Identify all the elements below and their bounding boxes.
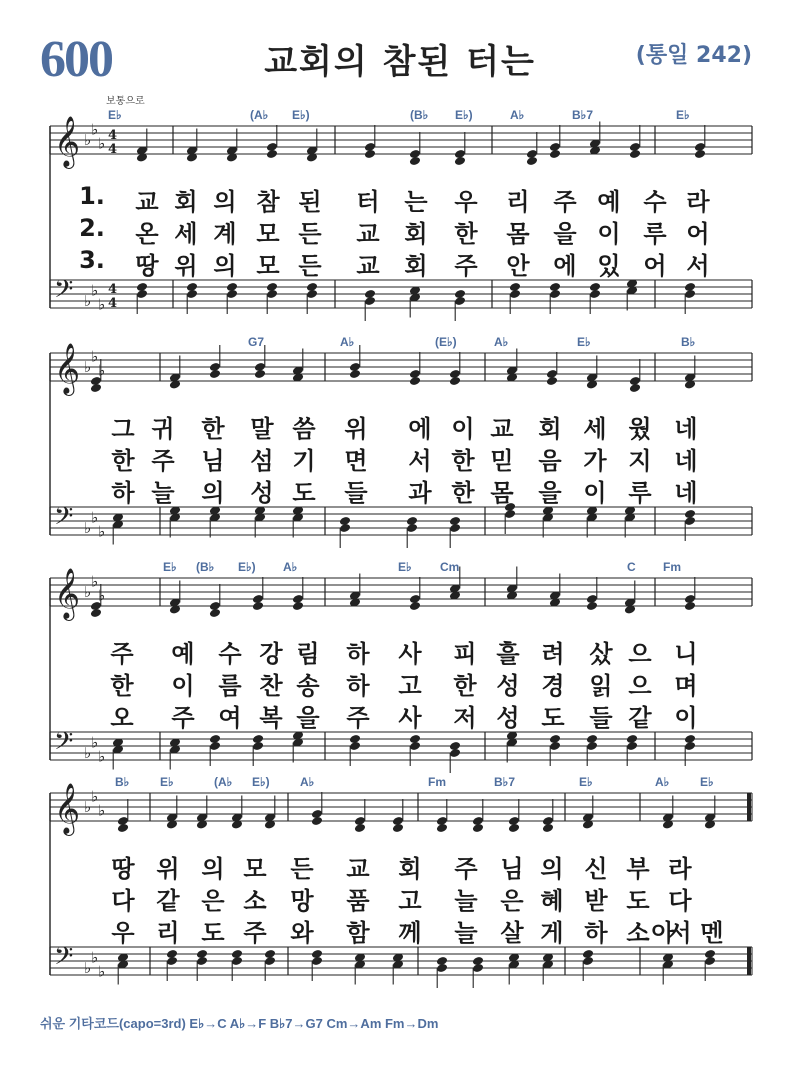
lyric-syllable: 온 [135, 220, 159, 248]
bass-staff [50, 727, 752, 773]
time-signature: 4 [108, 128, 118, 143]
note-head [542, 823, 554, 833]
lyric-syllable: 함 [346, 919, 370, 947]
lyric-syllable: 예 [597, 188, 621, 216]
lyric-syllable: 며 [674, 672, 698, 700]
flat-icon: ♭ [91, 347, 99, 366]
lyric-syllable: 어 [643, 252, 667, 280]
lyric-syllable: 주 [171, 704, 195, 732]
lyric-syllable: 늘 [454, 919, 478, 947]
chord-symbol: E♭) [238, 560, 256, 574]
lyric-syllable: 저 [453, 704, 477, 732]
lyric-syllable: 우 [111, 919, 135, 947]
chord-symbol: E♭) [252, 775, 270, 789]
lyric-syllable: 하 [111, 479, 135, 507]
lyric-line-2 [0, 666, 800, 700]
lyric-syllable: 찬 [259, 672, 283, 700]
lyric-syllable: 같 [156, 887, 180, 915]
lyric-syllable: 성 [250, 479, 274, 507]
lyric-syllable: 루 [643, 220, 667, 248]
flat-icon: ♭ [84, 583, 92, 601]
note-head [409, 601, 421, 611]
lyric-syllable: 교 [135, 188, 159, 216]
lyric-syllable: 회 [538, 415, 562, 443]
note-head [364, 149, 376, 159]
flat-icon: ♭ [84, 744, 92, 762]
lyric-syllable: 서 [408, 447, 432, 475]
lyric-syllable: 안 [506, 252, 530, 280]
lyric-syllable: 한 [451, 479, 475, 507]
lyric-syllable: 지 [628, 447, 652, 475]
flat-icon: ♭ [98, 801, 106, 820]
chord-symbol: E♭ [577, 335, 591, 349]
chord-symbol: B♭7 [494, 775, 515, 789]
note-head [354, 823, 366, 833]
lyric-syllable: 리 [506, 188, 530, 216]
chord-symbol: (E♭) [435, 335, 457, 349]
note-head [586, 601, 598, 611]
lyric-syllable: 부 [626, 855, 650, 883]
lyric-syllable: 주 [346, 704, 370, 732]
lyric-syllable: 사 [398, 640, 422, 668]
lyric-syllable: 으 [628, 672, 652, 700]
hymn-title: 교회의 참된 터는 [264, 42, 536, 82]
lyric-syllable: 1. [79, 182, 105, 210]
note-head [409, 156, 421, 166]
lyric-syllable: 니 [674, 640, 698, 668]
bass-clef-icon: 𝄢 [54, 942, 74, 977]
tongil-number: (통일 242) [635, 43, 752, 68]
lyric-syllable: 몸 [506, 220, 530, 248]
lyric-syllable: 고 [398, 887, 422, 915]
bass-staff [50, 502, 752, 548]
lyric-syllable: 도 [626, 887, 650, 915]
lyric-syllable: 소 [243, 887, 267, 915]
lyric-syllable: 을 [538, 479, 562, 507]
chord-symbol: E♭ [163, 560, 177, 574]
lyric-syllable: 늘 [454, 887, 478, 915]
lyric-line-1 [0, 182, 800, 216]
lyric-syllable: 성 [496, 672, 520, 700]
music-system [0, 775, 800, 990]
treble-clef-icon: 𝄞 [54, 116, 81, 167]
note-head [292, 601, 304, 611]
flat-icon: ♭ [84, 959, 92, 977]
chord-symbol: (A♭ [214, 775, 233, 789]
lyric-syllable: 오 [110, 704, 134, 732]
chord-symbol: A♭ [494, 335, 509, 349]
lyric-syllable: 도 [201, 919, 225, 947]
chord-symbol: C [627, 560, 636, 574]
lyric-syllable: 위 [156, 855, 180, 883]
lyric-syllable: 한 [451, 447, 475, 475]
note-head [629, 383, 641, 393]
chord-symbol: (B♭ [410, 108, 429, 122]
lyric-syllable: 계 [213, 220, 237, 248]
lyric-syllable: 받 [584, 887, 608, 915]
flat-icon: ♭ [98, 586, 106, 605]
lyric-syllable: 있 [597, 252, 621, 280]
lyric-syllable: 다 [111, 887, 135, 915]
lyric-syllable: 하 [584, 919, 608, 947]
lyric-line-3 [0, 698, 800, 732]
chord-symbol: G7 [248, 335, 265, 349]
lyric-syllable: 리 [156, 919, 180, 947]
note-head [90, 383, 102, 393]
lyric-syllable: 기 [292, 447, 316, 475]
lyric-syllable: 네 [674, 479, 698, 507]
lyric-syllable: 게 [540, 919, 564, 947]
lyric-syllable: 든 [298, 252, 322, 280]
lyric-syllable: 림 [296, 640, 320, 668]
bass-clef-icon: 𝄢 [54, 727, 74, 762]
lyric-syllable: 와 [290, 919, 314, 947]
lyric-syllable: 는 [404, 188, 428, 216]
chord-symbol: Fm [428, 775, 446, 789]
chord-symbol: A♭ [340, 335, 355, 349]
chord-symbol: E♭ [160, 775, 174, 789]
lyric-syllable: 음 [538, 447, 562, 475]
lyric-syllable: 주 [454, 855, 478, 883]
note-head [266, 149, 278, 159]
lyric-syllable: 흘 [496, 640, 520, 668]
lyric-syllable: 이 [451, 415, 475, 443]
lyric-syllable: 도 [541, 704, 565, 732]
flat-icon: ♭ [91, 787, 99, 806]
chord-symbol: B♭ [681, 335, 696, 349]
flat-icon: ♭ [98, 747, 106, 766]
lyric-syllable: 씀 [292, 415, 316, 443]
lyric-syllable: 말 [250, 415, 274, 443]
flat-icon: ♭ [98, 361, 106, 380]
lyric-syllable: 섬 [250, 447, 274, 475]
chord-symbol: A♭ [283, 560, 298, 574]
flat-icon: ♭ [91, 948, 99, 967]
flat-icon: ♭ [84, 798, 92, 816]
lyric-syllable: 살 [500, 919, 524, 947]
chord-symbol: A♭ [300, 775, 315, 789]
lyric-syllable: 고 [398, 672, 422, 700]
lyric-syllable: 의 [213, 188, 237, 216]
lyric-syllable: 참 [256, 188, 280, 216]
lyric-syllable: 이 [171, 672, 195, 700]
chord-symbol: A♭ [655, 775, 670, 789]
lyric-syllable: 하 [346, 640, 370, 668]
treble-staff [50, 116, 752, 169]
note-head [526, 156, 538, 166]
lyric-syllable: 주 [454, 252, 478, 280]
lyric-syllable: 강 [259, 640, 283, 668]
note-head [508, 823, 520, 833]
lyric-syllable: 가 [583, 447, 607, 475]
lyric-syllable: 소 [626, 919, 650, 947]
note-head [436, 823, 448, 833]
lyric-syllable: 샀 [589, 640, 613, 668]
lyric-syllable: 으 [628, 640, 652, 668]
lyric-syllable: 의 [201, 479, 225, 507]
flat-icon: ♭ [84, 358, 92, 376]
lyric-syllable: 을 [553, 220, 577, 248]
treble-clef-icon: 𝄞 [54, 343, 81, 394]
note-head [409, 376, 421, 386]
time-signature: 4 [108, 142, 118, 157]
lyric-syllable: 회 [404, 220, 428, 248]
lyric-syllable: 도 [292, 479, 316, 507]
lyric-syllable: 라 [686, 188, 710, 216]
flat-icon: ♭ [91, 281, 99, 300]
lyric-syllable: 터 [356, 188, 380, 216]
lyric-syllable: 복 [259, 704, 283, 732]
bass-staff [50, 942, 752, 988]
chord-symbol: E♭ [108, 108, 122, 122]
note-head [252, 601, 264, 611]
lyric-syllable: 같 [628, 704, 652, 732]
lyric-syllable: 한 [110, 672, 134, 700]
lyric-syllable: 모 [256, 252, 280, 280]
lyric-syllable: 세 [174, 220, 198, 248]
chord-symbol: Fm [663, 560, 681, 574]
lyric-syllable: 멘 [700, 919, 724, 947]
lyric-line-2 [0, 214, 800, 248]
lyric-syllable: 든 [290, 855, 314, 883]
lyric-syllable: 회 [404, 252, 428, 280]
note-head [694, 149, 706, 159]
lyric-syllable: 품 [346, 887, 370, 915]
lyric-syllable: 교 [346, 855, 370, 883]
note-head [629, 149, 641, 159]
lyric-syllable: 네 [674, 447, 698, 475]
music-system [0, 335, 800, 550]
lyric-syllable: 은 [500, 887, 524, 915]
lyric-syllable: 서 [668, 919, 692, 947]
chord-symbol: E♭ [579, 775, 593, 789]
lyric-syllable: 하 [346, 672, 370, 700]
lyric-syllable: 신 [584, 855, 608, 883]
lyric-syllable: 그 [111, 415, 135, 443]
lyric-syllable: 피 [453, 640, 477, 668]
lyric-syllable: 예 [171, 640, 195, 668]
time-signature: 4 [108, 282, 118, 297]
guitar-chord-guide: 쉬운 기타코드(capo=3rd) E♭→C A♭→F B♭7→G7 Cm→Am Fm→Dm [40, 1016, 439, 1031]
lyric-syllable: 다 [668, 887, 692, 915]
lyric-syllable: 들 [344, 479, 368, 507]
lyric-line-1 [0, 634, 800, 668]
lyric-syllable: 어 [686, 220, 710, 248]
lyric-syllable: 땅 [135, 252, 159, 280]
flat-icon: ♭ [91, 120, 99, 139]
lyric-syllable: 된 [298, 188, 322, 216]
lyric-syllable: 2. [79, 214, 105, 242]
lyric-syllable: 수 [218, 640, 242, 668]
lyric-syllable: 라 [668, 855, 692, 883]
lyric-syllable: 님 [500, 855, 524, 883]
lyric-syllable: 주 [243, 919, 267, 947]
lyric-syllable: 모 [243, 855, 267, 883]
chord-symbol: E♭ [700, 775, 714, 789]
lyric-syllable: 한 [453, 672, 477, 700]
note-head [311, 816, 323, 826]
flat-icon: ♭ [84, 131, 92, 149]
note-head [392, 823, 404, 833]
lyric-syllable: 과 [408, 479, 432, 507]
note-head [449, 376, 461, 386]
lyric-syllable: 땅 [111, 855, 135, 883]
lyric-syllable: 3. [79, 246, 105, 274]
lyric-syllable: 에 [553, 252, 577, 280]
lyric-line-3 [0, 913, 800, 947]
music-system [0, 560, 800, 775]
chord-symbol: Cm [440, 560, 460, 574]
note-head [117, 823, 129, 833]
lyric-line-1 [0, 849, 800, 883]
lyric-syllable: 에 [408, 415, 432, 443]
treble-staff [50, 567, 752, 622]
lyric-syllable: 한 [111, 447, 135, 475]
chord-symbol: A♭ [510, 108, 525, 122]
time-signature: 4 [108, 296, 118, 311]
lyric-line-3 [0, 246, 800, 280]
lyric-line-1 [0, 409, 800, 443]
lyric-syllable: 면 [344, 447, 368, 475]
note-head [349, 369, 361, 379]
lyric-syllable: 웠 [628, 415, 652, 443]
lyric-syllable: 아 [651, 919, 675, 947]
lyric-syllable: 의 [213, 252, 237, 280]
lyric-syllable: 우 [454, 188, 478, 216]
lyric-syllable: 께 [398, 919, 422, 947]
lyric-syllable: 위 [344, 415, 368, 443]
bass-clef-icon: 𝄢 [54, 502, 74, 537]
note-head [90, 608, 102, 618]
lyric-syllable: 몸 [490, 479, 514, 507]
chord-symbol: E♭) [292, 108, 310, 122]
lyric-syllable: 회 [174, 188, 198, 216]
treble-staff [50, 343, 752, 396]
lyric-syllable: 교 [356, 220, 380, 248]
lyric-syllable: 들 [589, 704, 613, 732]
lyric-syllable: 루 [628, 479, 652, 507]
lyric-syllable: 은 [201, 887, 225, 915]
lyric-syllable: 믿 [490, 447, 514, 475]
flat-icon: ♭ [84, 519, 92, 537]
lyric-syllable: 늘 [151, 479, 175, 507]
note-head [549, 149, 561, 159]
lyric-line-2 [0, 881, 800, 915]
note-head [454, 156, 466, 166]
lyric-syllable: 교 [356, 252, 380, 280]
note-head [684, 601, 696, 611]
lyric-syllable: 귀 [151, 415, 175, 443]
treble-staff [50, 783, 752, 836]
lyric-syllable: 교 [490, 415, 514, 443]
lyric-syllable: 세 [583, 415, 607, 443]
flat-icon: ♭ [91, 508, 99, 527]
chord-symbol: B♭7 [572, 108, 593, 122]
lyric-syllable: 이 [583, 479, 607, 507]
lyric-line-2 [0, 441, 800, 475]
lyric-syllable: 의 [540, 855, 564, 883]
chord-symbol: B♭ [115, 775, 130, 789]
lyric-syllable: 주 [151, 447, 175, 475]
lyric-syllable: 수 [643, 188, 667, 216]
chord-symbol: (B♭ [196, 560, 215, 574]
lyric-syllable: 성 [496, 704, 520, 732]
treble-clef-icon: 𝄞 [54, 568, 81, 619]
lyric-syllable: 의 [201, 855, 225, 883]
lyric-syllable: 서 [686, 252, 710, 280]
lyric-syllable: 한 [201, 415, 225, 443]
lyric-syllable: 한 [454, 220, 478, 248]
chord-symbol: (A♭ [250, 108, 269, 122]
lyric-syllable: 려 [541, 640, 565, 668]
bass-staff [50, 275, 752, 321]
lyric-syllable: 이 [674, 704, 698, 732]
note-head [546, 376, 558, 386]
lyric-line-3 [0, 473, 800, 507]
lyric-syllable: 위 [174, 252, 198, 280]
lyric-syllable: 경 [541, 672, 565, 700]
lyric-syllable: 네 [674, 415, 698, 443]
note-head [472, 823, 484, 833]
note-head [209, 608, 221, 618]
lyric-syllable: 름 [218, 672, 242, 700]
flat-icon: ♭ [91, 733, 99, 752]
lyric-syllable: 혜 [540, 887, 564, 915]
lyric-syllable: 모 [256, 220, 280, 248]
flat-icon: ♭ [98, 295, 106, 314]
chord-symbol: E♭ [676, 108, 690, 122]
flat-icon: ♭ [98, 134, 106, 153]
lyric-syllable: 주 [553, 188, 577, 216]
chord-symbol: E♭ [398, 560, 412, 574]
lyric-syllable: 읽 [589, 672, 613, 700]
lyric-syllable: 님 [201, 447, 225, 475]
bass-clef-icon: 𝄢 [54, 275, 74, 310]
lyric-syllable: 든 [298, 220, 322, 248]
treble-clef-icon: 𝄞 [54, 783, 81, 834]
lyric-syllable: 이 [597, 220, 621, 248]
lyric-syllable: 을 [296, 704, 320, 732]
flat-icon: ♭ [91, 572, 99, 591]
lyric-syllable: 여 [218, 704, 242, 732]
flat-icon: ♭ [84, 292, 92, 310]
tempo-marking: 보통으로 [106, 96, 145, 107]
hymn-number: 600 [40, 31, 112, 88]
chord-symbol: E♭) [455, 108, 473, 122]
note-head [254, 369, 266, 379]
lyric-syllable: 망 [290, 887, 314, 915]
note-head [209, 369, 221, 379]
lyric-syllable: 사 [398, 704, 422, 732]
flat-icon: ♭ [98, 962, 106, 981]
music-system [0, 108, 800, 323]
lyric-syllable: 송 [296, 672, 320, 700]
lyric-syllable: 주 [110, 640, 134, 668]
flat-icon: ♭ [98, 522, 106, 541]
lyric-syllable: 회 [398, 855, 422, 883]
